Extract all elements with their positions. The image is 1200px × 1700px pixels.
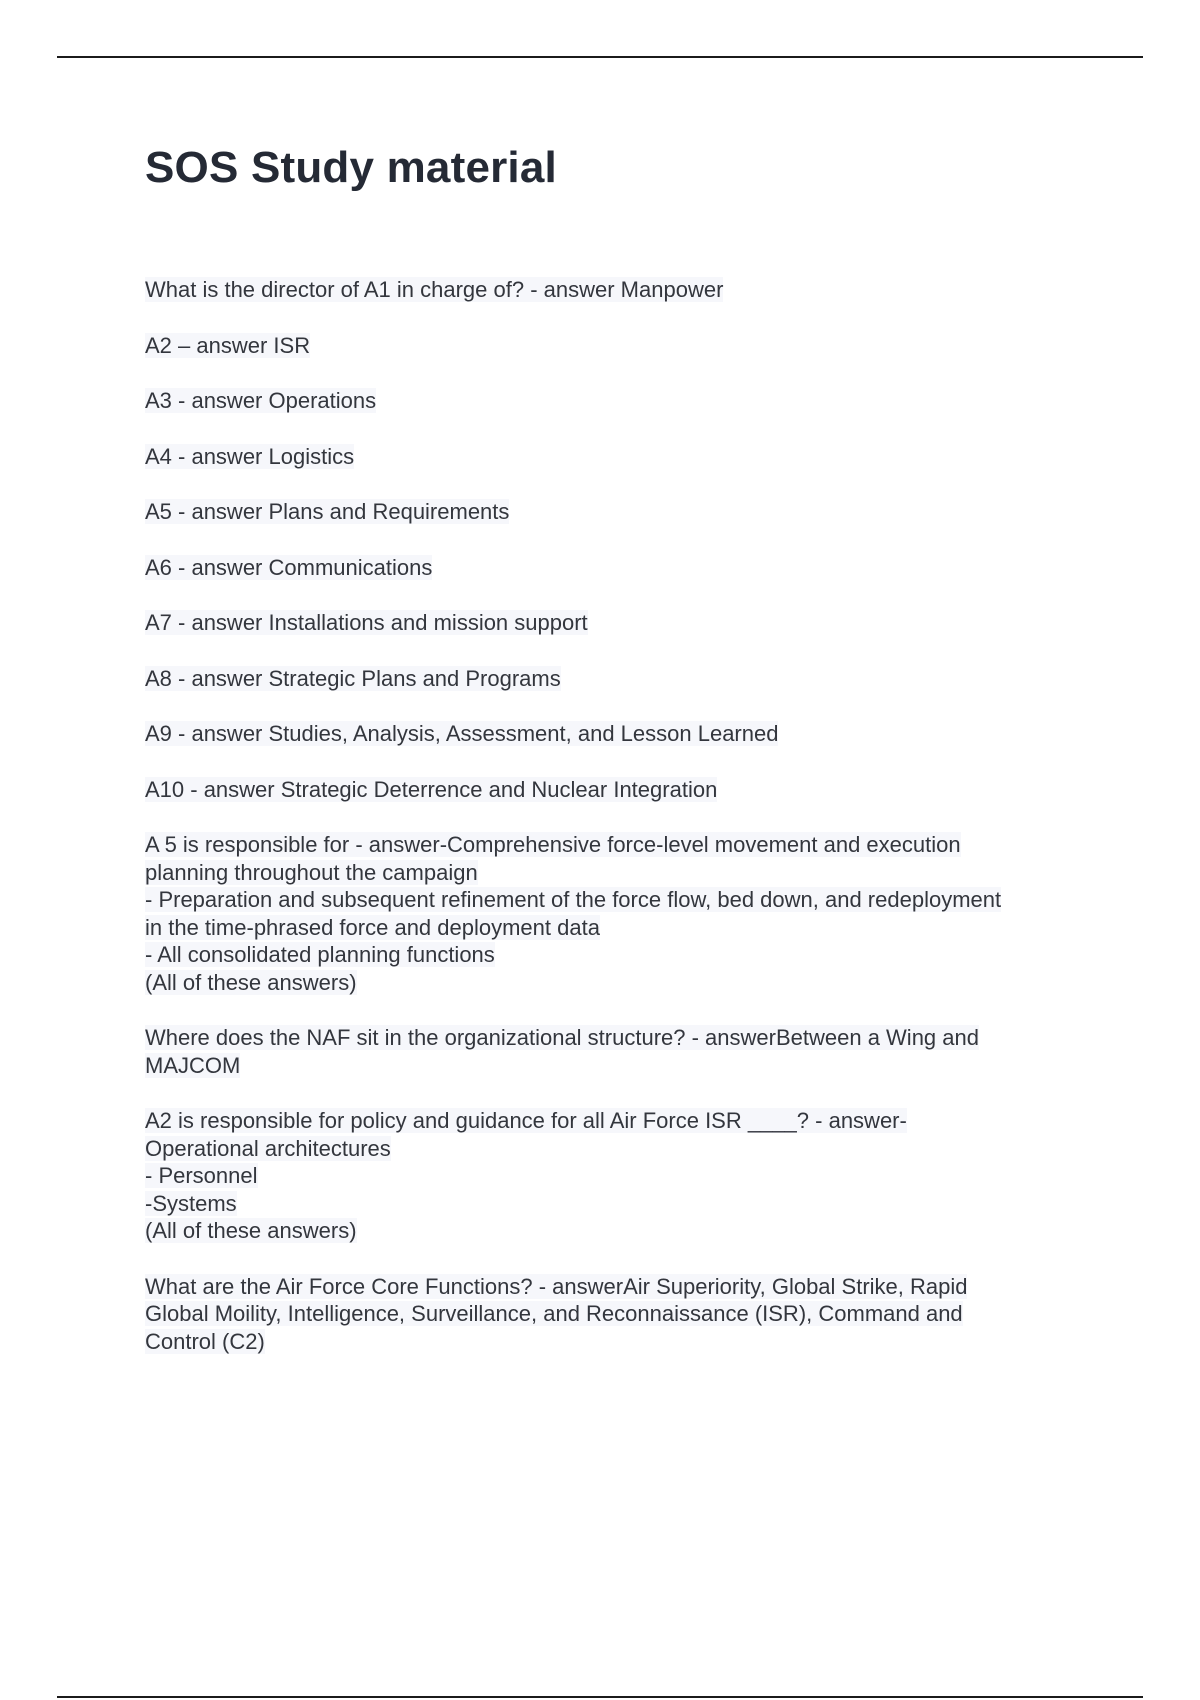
qa-item-naf: [145, 1024, 1095, 1079]
qa-item-a2: [145, 332, 1095, 360]
qa-text: A2 – answer ISR: [145, 332, 311, 358]
qa-line: Control (C2): [145, 1328, 265, 1354]
qa-line: Where does the NAF sit in the organizational structure? - answerBetween a Wing and: [145, 1025, 979, 1050]
top-rule: [57, 56, 1143, 58]
qa-line: MAJCOM: [145, 1052, 241, 1078]
qa-line: planning throughout the campaign: [145, 859, 478, 885]
qa-line: (All of these answers): [145, 1218, 357, 1243]
qa-item-core-functions: [145, 1273, 1095, 1356]
document-title: SOS Study material: [145, 143, 557, 192]
qa-line: A2 is responsible for policy and guidance for all Air Force ISR ____? - answer-: [145, 1108, 907, 1133]
qa-line: - Preparation and subsequent refinement of the force flow, bed down, and redeployment: [145, 887, 1002, 912]
qa-line: - All consolidated planning functions: [145, 942, 495, 967]
qa-item-a6: [145, 554, 1095, 582]
qa-text: A10 - answer Strategic Deterrence and Nuclear Integration: [145, 776, 718, 802]
qa-item-a7: [145, 609, 1095, 637]
qa-line: -Systems: [145, 1190, 237, 1216]
qa-item-a10: [145, 776, 1095, 804]
qa-item-a8: [145, 665, 1095, 693]
qa-item-a4: [145, 443, 1095, 471]
qa-item-a9: [145, 720, 1095, 748]
qa-text: A5 - answer Plans and Requirements: [145, 499, 510, 524]
qa-item-a5-responsibilities: [145, 831, 1095, 996]
qa-line: Global Moility, Intelligence, Surveillance, and Reconnaissance (ISR), Command and: [145, 1301, 963, 1326]
qa-item-a2-isr: [145, 1107, 1095, 1245]
qa-item-a5: [145, 498, 1095, 526]
qa-item-a3: [145, 387, 1095, 415]
qa-line: What are the Air Force Core Functions? - answerAir Superiority, Global Strike, Rapid: [145, 1273, 968, 1299]
qa-item-a1: [145, 276, 1095, 304]
qa-text: A3 - answer Operations: [145, 388, 377, 413]
qa-text: A8 - answer Strategic Plans and Programs: [145, 665, 561, 691]
qa-text: A7 - answer Installations and mission support: [145, 610, 588, 635]
qa-line: Operational architectures: [145, 1135, 391, 1161]
qa-line: - Personnel: [145, 1163, 258, 1188]
bottom-rule: [57, 1696, 1143, 1698]
qa-text: A4 - answer Logistics: [145, 443, 355, 469]
qa-line: (All of these answers): [145, 969, 357, 995]
qa-line: in the time-phrased force and deployment data: [145, 914, 600, 940]
qa-line: A 5 is responsible for - answer-Comprehensive force-level movement and execution: [145, 832, 961, 857]
qa-text: A6 - answer Communications: [145, 554, 433, 580]
qa-text: A9 - answer Studies, Analysis, Assessment, and Lesson Learned: [145, 721, 779, 746]
document-body: [145, 140, 1095, 1354]
qa-list: [145, 276, 1095, 1355]
qa-text: What is the director of A1 in charge of? - answer Manpower: [145, 277, 724, 302]
